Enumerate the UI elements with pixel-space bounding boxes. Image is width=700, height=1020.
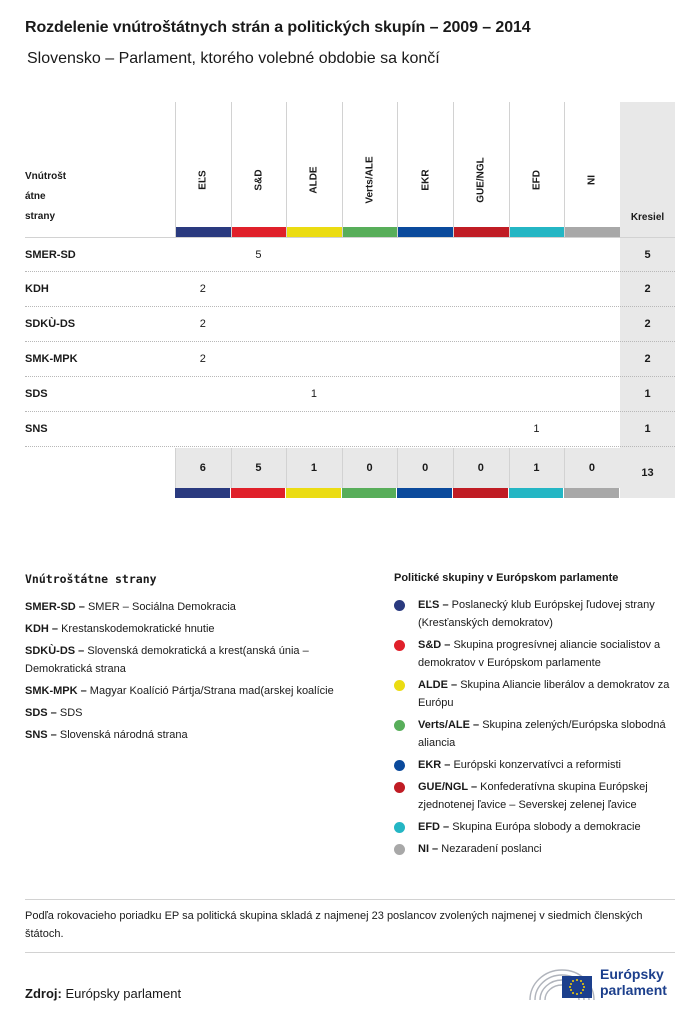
group-header (286, 102, 342, 237)
group-color-dot (394, 720, 405, 731)
group-color-dot (394, 680, 405, 691)
group-header-label: NI (586, 175, 598, 185)
column-total: 0 (422, 462, 429, 474)
party-full-name: Krestanskodemokratické hnutie (61, 623, 215, 635)
group-color-bar (232, 227, 287, 237)
group-header-label: EĽS (197, 170, 209, 190)
table-cell: 1 (533, 423, 540, 435)
row-header-line: átne (25, 191, 46, 202)
group-full-name: Skupina Európa slobody a demokracie (452, 821, 641, 833)
group-abbr: GUE/NGL – (418, 781, 478, 793)
group-legend-item (394, 596, 684, 632)
group-full-name: Skupina Aliancie liberálov a demokratov za Európu (418, 679, 670, 709)
page-title: Rozdelenie vnútroštátnych strán a politických skupín – 2009 – 2014 (25, 19, 531, 36)
group-abbr: EĽS – (418, 599, 449, 611)
group-legend-item (394, 778, 684, 814)
group-abbr: S&D – (418, 639, 451, 651)
group-full-name: Nezaradení poslanci (441, 843, 542, 855)
group-header-label: EKR (420, 169, 432, 191)
footnote: Podľa rokovacieho poriadku EP sa politická skupina skladá z najmenej 23 poslancov zvolených najmenej v siedmich členských štátoch. (25, 910, 643, 940)
logo-line: parlament (600, 982, 667, 998)
group-color-bar (565, 227, 620, 237)
party-legend-item (25, 726, 365, 744)
group-color-bar (510, 227, 565, 237)
ep-logo (528, 962, 678, 1002)
column-total: 0 (477, 462, 484, 474)
table-row (25, 377, 675, 412)
group-header (453, 102, 509, 237)
column-separator (564, 448, 565, 488)
party-abbr: SMK-MPK – (25, 685, 87, 697)
group-color-bar (397, 488, 452, 498)
row-total: 1 (644, 388, 651, 400)
party-legend-item (25, 682, 365, 700)
group-color-bar (453, 488, 508, 498)
group-legend-item (394, 818, 684, 836)
group-header-label: ALDE (308, 166, 320, 194)
party-legend-item (25, 642, 365, 678)
group-header-label: GUE/NGL (475, 157, 487, 203)
row-total: 5 (644, 249, 651, 261)
party-name: SMK-MPK (25, 353, 78, 365)
column-separator (509, 448, 510, 488)
source-value: Európsky parlament (65, 986, 182, 1001)
group-color-bar (564, 488, 619, 498)
party-name: SNS (25, 423, 48, 435)
group-color-bar (509, 488, 564, 498)
column-total: 0 (366, 462, 373, 474)
group-abbr: EFD – (418, 821, 450, 833)
group-color-bar (231, 488, 286, 498)
group-header-label: S&D (253, 169, 265, 191)
row-header (25, 167, 66, 227)
table-cell: 1 (310, 388, 318, 400)
group-abbr: EKR – (418, 759, 451, 771)
group-color-dot (394, 600, 405, 611)
divider (25, 952, 675, 953)
party-legend-item (25, 598, 365, 616)
party-full-name: Slovenská národná strana (59, 729, 188, 741)
group-header (564, 102, 620, 237)
group-full-name: Poslanecký klub Európskej ľudovej strany (Kresťanských demokratov) (418, 599, 655, 629)
group-color-dot (394, 640, 405, 651)
column-separator (286, 448, 287, 488)
parties-legend-heading: Vnútroštátne strany (25, 572, 157, 586)
group-legend-item (394, 756, 684, 774)
column-total: 1 (310, 462, 318, 474)
column-total: 6 (199, 462, 206, 474)
group-full-name: Konfederatívna skupina Európskej zjednotenej ľavice – Severskej zelenej ľavice (418, 781, 648, 811)
group-header-label: EFD (531, 170, 543, 190)
group-legend-item (394, 676, 684, 712)
column-total: 5 (255, 462, 262, 474)
table-cell: 2 (199, 318, 206, 330)
group-color-dot (394, 844, 405, 855)
group-color-bar (343, 227, 398, 237)
group-full-name: Skupina zelených/Európska slobodná aliancia (418, 719, 666, 749)
group-legend-item (394, 636, 684, 672)
group-color-bar (286, 488, 341, 498)
hemicycle-icon (528, 962, 596, 1002)
column-total: 1 (533, 462, 540, 474)
table-row (25, 272, 675, 307)
table-row (25, 237, 675, 272)
page-subtitle: Slovensko – Parlament, ktorého volebné obdobie sa končí (27, 50, 440, 67)
party-abbr: KDH – (25, 623, 59, 635)
group-color-bar (454, 227, 509, 237)
group-color-dot (394, 782, 405, 793)
group-color-bar (176, 227, 231, 237)
row-total: 2 (644, 353, 651, 365)
grand-total: 13 (641, 467, 654, 479)
party-full-name: Slovenská demokratická a krest(anská únia – Demokratická strana (25, 645, 309, 675)
party-legend-item (25, 704, 365, 722)
row-total: 1 (644, 423, 651, 435)
group-color-dot (394, 760, 405, 771)
party-full-name: SMER – Sociálna Demokracia (87, 601, 236, 613)
group-abbr: NI – (418, 843, 439, 855)
column-separator (342, 448, 343, 488)
row-header-line: strany (25, 211, 56, 222)
table-cell: 2 (199, 353, 206, 365)
party-name: SDKÙ-DS (25, 318, 76, 330)
party-name: SDS (25, 388, 48, 400)
column-separator (397, 448, 398, 488)
distribution-table (25, 102, 675, 498)
group-color-bar (342, 488, 397, 498)
table-row (25, 412, 675, 447)
group-full-name: Skupina progresívnej aliancie socialistov a demokratov v Európskom parlamente (418, 639, 661, 669)
party-name: KDH (25, 283, 49, 295)
source-label: Zdroj: (25, 986, 62, 1001)
party-abbr: SMER-SD – (25, 601, 85, 613)
groups-legend-heading: Politické skupiny v Európskom parlamente (394, 572, 619, 584)
row-total: 2 (644, 318, 651, 330)
column-separator (453, 448, 454, 488)
logo-line: Európsky (600, 966, 664, 982)
table-row (25, 342, 675, 377)
group-color-bar (175, 488, 230, 498)
table-cell: 2 (199, 283, 206, 295)
party-full-name: Magyar Koalíció Pártja/Strana mad(arskej koalície (89, 685, 334, 697)
group-abbr: Verts/ALE – (418, 719, 480, 731)
group-header (509, 102, 565, 237)
group-legend-item (394, 840, 684, 858)
group-header (342, 102, 398, 237)
column-separator (175, 448, 176, 488)
group-header-label: Verts/ALE (364, 156, 376, 204)
row-total: 2 (644, 283, 651, 295)
group-full-name: Európski konzervatívci a reformisti (453, 759, 621, 771)
group-header (231, 102, 287, 237)
party-legend-item (25, 620, 365, 638)
logo-text (600, 966, 667, 998)
parties-legend (25, 598, 365, 748)
group-abbr: ALDE – (418, 679, 458, 691)
column-separator (231, 448, 232, 488)
group-color-bar (398, 227, 453, 237)
group-legend-item (394, 716, 684, 752)
party-abbr: SDKÙ-DS – (25, 645, 85, 657)
row-header-line: Vnútrošt (25, 171, 67, 182)
party-abbr: SNS – (25, 729, 57, 741)
group-color-dot (394, 822, 405, 833)
group-header (397, 102, 453, 237)
table-cell: 5 (255, 249, 262, 261)
group-color-bar (287, 227, 342, 237)
divider (25, 899, 675, 900)
column-total: 0 (588, 462, 596, 474)
seats-header: Kresiel (630, 212, 665, 223)
group-header (175, 102, 231, 237)
party-full-name: SDS (59, 707, 83, 719)
party-name: SMER-SD (25, 249, 76, 261)
table-row (25, 307, 675, 342)
groups-legend (394, 596, 684, 862)
party-abbr: SDS – (25, 707, 57, 719)
source-line (25, 986, 181, 1001)
